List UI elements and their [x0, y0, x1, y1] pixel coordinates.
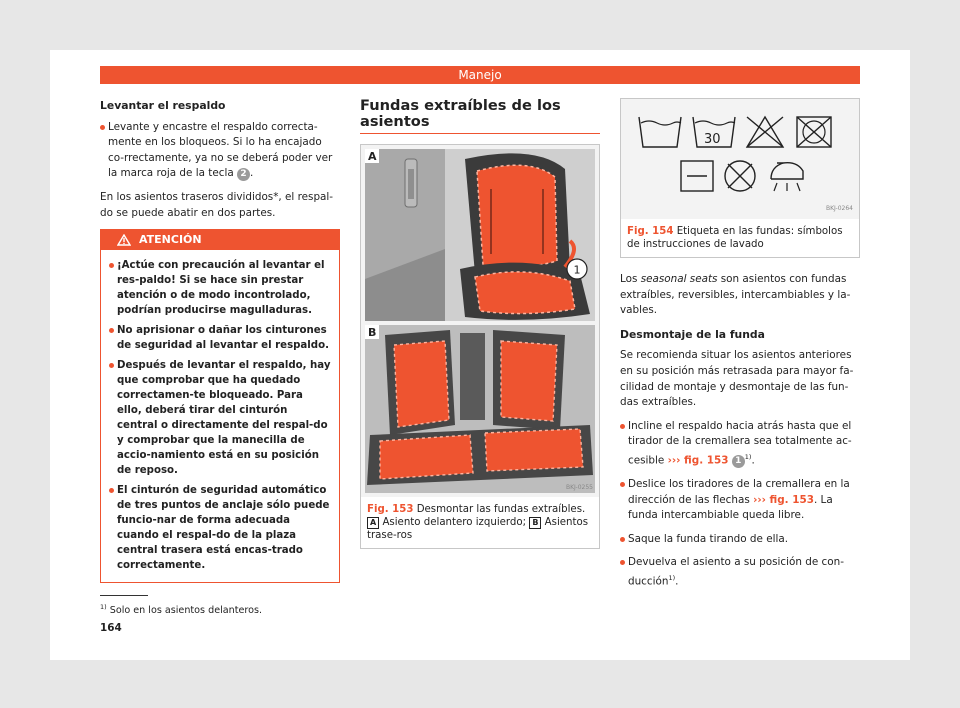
bullet-saque: Saque la funda tirando de ella. — [620, 532, 860, 548]
fig-reference-link[interactable]: ››› fig. 153 — [753, 493, 814, 506]
warning-triangle-icon — [117, 234, 131, 246]
warning-item: Después de levantar el respaldo, hay que comprobar que ha quedado correctamen-te bloqueado. Para ello, deberá tirar del cinturón central o directamente del respal-do y comprobar que la manecilla de accio-namiento está en su posición de reposo. — [109, 358, 331, 478]
footnote-divider — [100, 595, 148, 596]
panel-a-front-seat — [365, 149, 595, 321]
subheading-desmontaje: Desmontaje de la funda — [620, 327, 765, 341]
paragraph-recomendacion: Se recomienda situar los asientos anteriores en su posición más retrasada para mayor fa-cilidad de montaje y desmontaje de las fun-das extraíbles. — [620, 349, 854, 409]
footnote-ref: 1) — [744, 452, 752, 461]
caption-text: Etiqueta en las fundas: símbolos de instrucciones de lavado — [627, 226, 843, 250]
bullet-text: Levante y encastre el respaldo correcta-mente en los bloqueos. Si lo ha encajado co-rrectamente, ya no se deberá poder ver la marca roja de la tecla — [108, 120, 333, 180]
wash-temperature: 30 — [704, 132, 721, 147]
caption-box-b: B — [529, 517, 541, 529]
section-title: Fundas extraíbles de los asientos — [360, 98, 600, 134]
image-code: BKJ-0264 — [825, 205, 853, 213]
callout-1: 1 — [573, 263, 581, 277]
intro-paragraph — [620, 272, 860, 319]
no-tumble-dry-icon — [797, 117, 831, 147]
washing-symbols — [627, 105, 853, 211]
bullet-end: . — [751, 454, 755, 467]
warning-header — [101, 230, 339, 250]
figure-153-caption — [361, 497, 599, 548]
bullet-incline — [620, 419, 860, 469]
intro-text: Los — [620, 273, 638, 285]
caption-text: Asiento delantero izquierdo; — [382, 517, 527, 529]
panel-a-label: A — [368, 150, 377, 164]
bullet-text: Deslice los tiradores de la cremallera en la dirección de las flechas — [628, 478, 850, 506]
care-label-illustration — [621, 99, 859, 219]
wash-30-icon — [693, 117, 735, 147]
no-dry-clean-icon — [725, 161, 755, 191]
figure-number: Fig. 153 — [367, 504, 414, 516]
bullet-deslice — [620, 477, 860, 524]
panel-b-rear-seats — [365, 325, 595, 493]
figure-number: Fig. 154 — [627, 226, 674, 237]
footnote — [100, 603, 262, 616]
wash-tub-icon — [639, 117, 681, 147]
warning-item: El cinturón de seguridad automático de tres puntos de anclaje sólo puede funcio-nar de forma adecuada cuando el respal-do de la plaza central trasera está encas-trado correctamente. — [109, 483, 331, 573]
seat-illustration — [361, 145, 599, 497]
callout-badge-1: 1 — [732, 455, 745, 468]
no-bleach-icon — [747, 117, 783, 147]
figure-154 — [620, 98, 860, 258]
page — [50, 50, 910, 660]
figure-153 — [360, 144, 600, 549]
bullet-devuelva — [620, 555, 860, 590]
heading-levantar-respaldo: Levantar el respaldo — [100, 99, 226, 112]
caption-text: Desmontar las fundas extraíbles. — [416, 504, 586, 516]
bullet-end: . — [250, 167, 254, 180]
key-badge-2: 2 — [237, 168, 250, 181]
flat-dry-icon — [681, 161, 713, 191]
caption-text: Asientos trase-ros — [367, 517, 589, 542]
left-column — [100, 98, 340, 583]
bullet-text: Devuelva el asiento a su posición de con-ducción — [628, 556, 844, 588]
warning-body — [101, 250, 339, 582]
intro-text: son asientos con fundas extraíbles, reversibles, intercambiables y la-vables. — [620, 273, 851, 317]
bullet-end: . — [675, 575, 679, 588]
footnote-ref: 1) — [668, 573, 676, 582]
steam-iron-icon — [771, 163, 803, 191]
page-number: 164 — [100, 622, 122, 634]
image-code: BKJ-0255 — [565, 483, 593, 491]
right-column — [620, 98, 860, 598]
paragraph-divididos: En los asientos traseros divididos*, el respal-do se puede abatir en dos partes. — [100, 190, 334, 219]
warning-item: No aprisionar o dañar los cinturones de seguridad al levantar el respaldo. — [109, 323, 331, 353]
warning-item: ¡Actúe con precaución al levantar el res-paldo! Si se hace sin prestar atención o de modo incontrolado, podrían producirse magulladuras. — [109, 258, 331, 318]
footnote-mark: 1) — [100, 603, 107, 611]
bullet-text: Incline el respaldo hacia atrás hasta que el tirador de la cremallera sea totalmente ac-cesible — [628, 419, 852, 467]
bullet-levante — [100, 120, 340, 182]
warning-title: ATENCIÓN — [139, 233, 202, 247]
caption-box-a: A — [367, 517, 379, 529]
panel-b-label: B — [368, 326, 377, 340]
fig-reference-link[interactable]: ››› fig. 153 — [667, 454, 729, 467]
section-header: Manejo — [100, 66, 860, 84]
middle-column — [360, 98, 600, 549]
bullet-text: . La funda intercambiable queda libre. — [628, 493, 833, 522]
figure-154-caption — [621, 219, 859, 257]
footnote-text: Solo en los asientos delanteros. — [109, 605, 263, 617]
intro-emphasis: seasonal seats — [640, 273, 718, 285]
warning-box — [100, 229, 340, 583]
